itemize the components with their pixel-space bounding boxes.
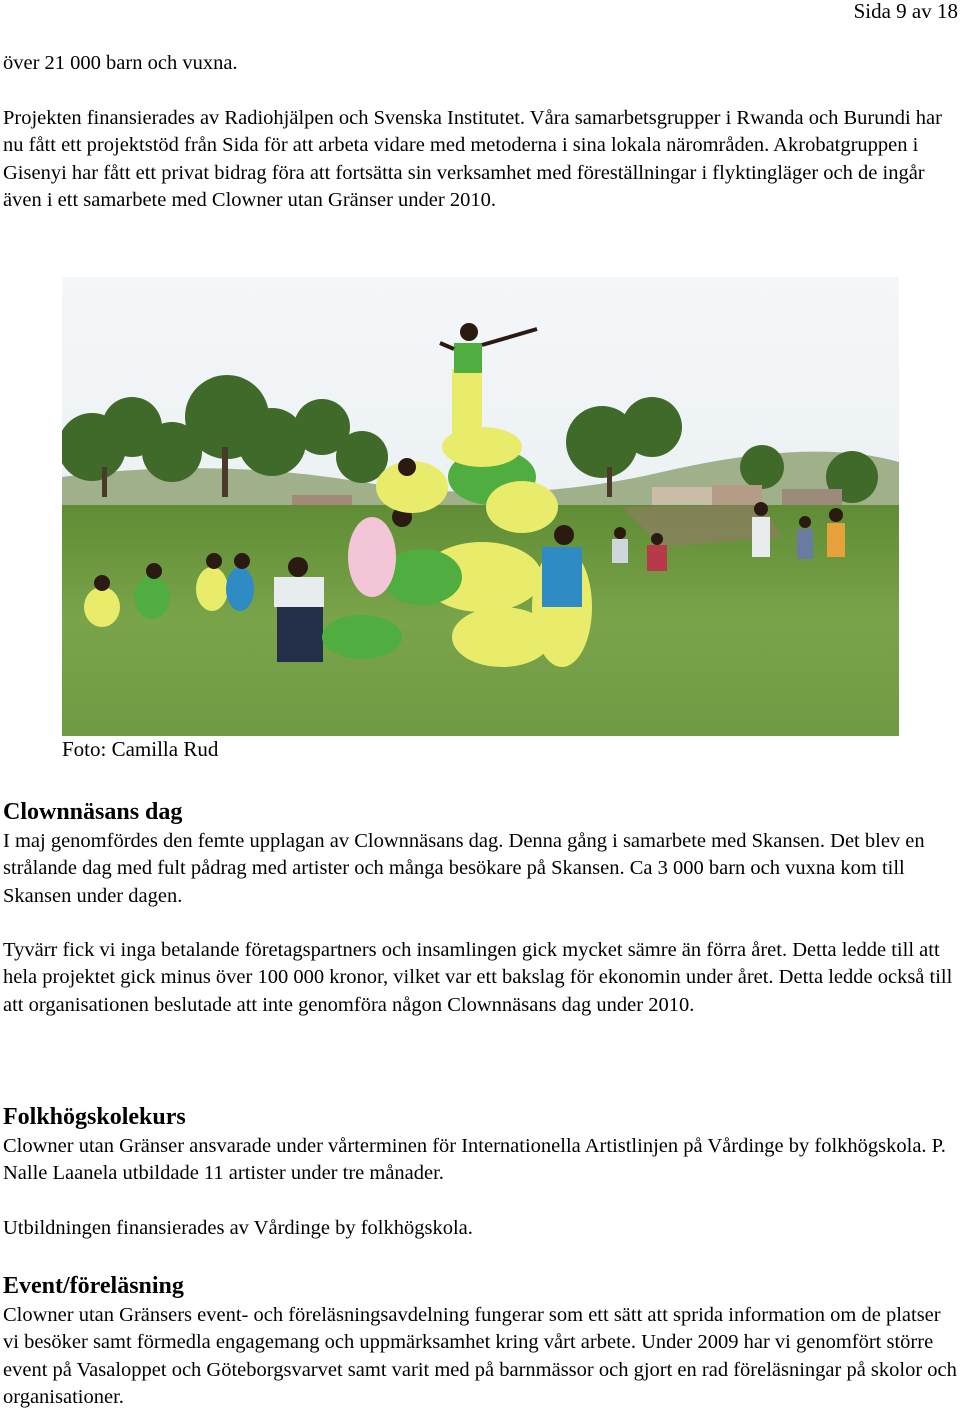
acrobat-pyramid-photo: [62, 277, 899, 736]
section-heading-folkhogskolekurs: Folkhögskolekurs: [3, 1104, 186, 1130]
page-number: Sida 9 av 18: [853, 0, 958, 23]
section-heading-event: Event/föreläsning: [3, 1273, 184, 1299]
clownnasans-paragraph-1: I maj genomfördes den femte upplagan av Clownnäsans dag. Denna gång i samarbete med Skansen. Det blev en strålande dag med fult pådrag med artister och många besökare på Skansen. Ca 3 000 barn och vuxna kom till Skansen under dagen.: [3, 830, 925, 907]
intro-paragraph-2: Projekten finansierades av Radiohjälpen och Svenska Institutet. Våra samarbetsgrupper i Rwanda och Burundi har nu fått ett projektstöd från Sida för att arbeta vidare med metoderna i sina lokala närområden. Akrobatgruppen i Gisenyi har fått ett privat bidrag föra att fortsätta sin verksamhet med föreställningar i flyktingläger och de ingår även i ett samarbete med Clowner utan Gränser under 2010.: [3, 107, 942, 212]
folkhogskolekurs-paragraph-2: Utbildningen finansierades av Vårdinge by folkhögskola.: [3, 1217, 473, 1239]
clownnasans-paragraph-2: Tyvärr fick vi inga betalande företagspartners och insamlingen gick mycket sämre än förra året. Detta ledde till att hela projektet gick minus över 100 000 kronor, vilket var ett bakslag för ekonomin under året. Detta ledde också till att organisationen beslutade att inte genomföra någon Clownnäsans dag under 2010.: [3, 939, 953, 1016]
folkhogskolekurs-paragraph-1: Clowner utan Gränser ansvarade under vårterminen för Internationella Artistlinjen på Vårdinge by folkhögskola. P. Nalle Laanela utbildade 11 artister under tre månader.: [3, 1135, 946, 1185]
section-heading-clownnasans: Clownnäsans dag: [3, 799, 183, 825]
event-paragraph-1: Clowner utan Gränsers event- och föreläsningsavdelning fungerar som ett sätt att sprida information om de platser vi besöker samt förmedla engagemang och uppmärksamhet kring vårt arbete. Under 2009 har vi genomfört större event på Vasaloppet och Göteborgsvarvet samt varit med på barnmässor och gjort en rad föreläsningar på skolor och organisationer.: [3, 1304, 957, 1409]
intro-paragraph-1: över 21 000 barn och vuxna.: [3, 52, 238, 74]
photo-caption: Foto: Camilla Rud: [62, 737, 219, 761]
